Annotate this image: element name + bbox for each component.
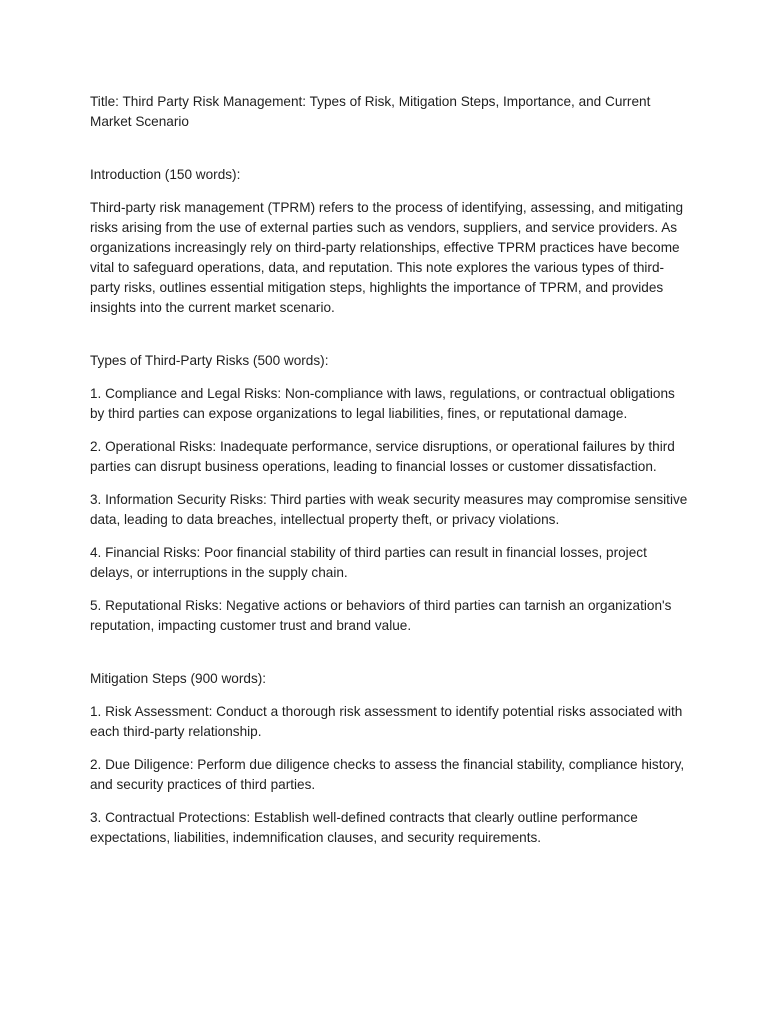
document-title: Title: Third Party Risk Management: Types of Risk, Mitigation Steps, Importance, and Current Market Scenario <box>90 94 651 129</box>
mitigation-item-3: 3. Contractual Protections: Establish well-defined contracts that clearly outline performance expectations, liabilities, indemnification clauses, and security requirements. <box>90 810 638 845</box>
types-heading: Types of Third-Party Risks (500 words): <box>90 353 329 368</box>
types-item-2: 2. Operational Risks: Inadequate performance, service disruptions, or operational failures by third parties can disrupt business operations, leading to financial losses or customer dissatisfaction. <box>90 439 675 474</box>
mitigation-item-1: 1. Risk Assessment: Conduct a thorough risk assessment to identify potential risks associated with each third-party relationship. <box>90 704 683 739</box>
introduction-body: Third-party risk management (TPRM) refers to the process of identifying, assessing, and mitigating risks arising from the use of external parties such as vendors, suppliers, and service providers. As organizations increasingly rely on third-party relationships, effective TPRM practices have become vital to safeguard operations, data, and reputation. This note explores the various types of third-party risks, outlines essential mitigation steps, highlights the importance of TPRM, and provides insights into the current market scenario. <box>90 200 684 315</box>
introduction-heading: Introduction (150 words): <box>90 167 241 182</box>
types-item-5: 5. Reputational Risks: Negative actions or behaviors of third parties can tarnish an organization's reputation, impacting customer trust and brand value. <box>90 598 672 633</box>
types-item-4: 4. Financial Risks: Poor financial stability of third parties can result in financial losses, project delays, or interruptions in the supply chain. <box>90 545 647 580</box>
types-item-1: 1. Compliance and Legal Risks: Non-compliance with laws, regulations, or contractual obligations by third parties can expose organizations to legal liabilities, fines, or reputational damage. <box>90 386 675 421</box>
mitigation-heading: Mitigation Steps (900 words): <box>90 671 267 686</box>
mitigation-item-2: 2. Due Diligence: Perform due diligence checks to assess the financial stability, compliance history, and security practices of third parties. <box>90 757 685 792</box>
types-item-3: 3. Information Security Risks: Third parties with weak security measures may compromise sensitive data, leading to data breaches, intellectual property theft, or privacy violations. <box>90 492 688 527</box>
